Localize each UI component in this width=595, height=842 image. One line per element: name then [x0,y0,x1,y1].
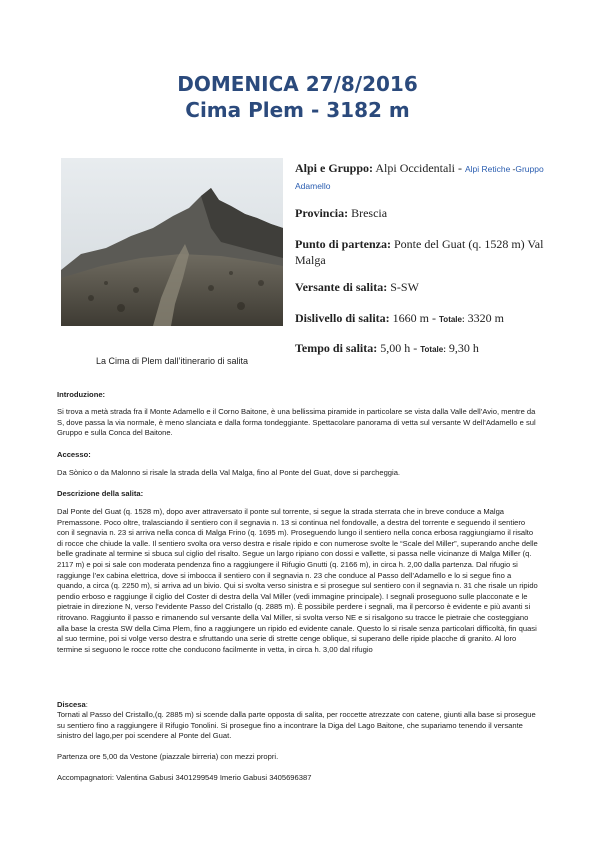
tempo-totale-value: 9,30 h [448,341,479,355]
dislivello-totale-label: Totale: [439,315,465,324]
partenza-text: Partenza ore 5,00 da Vestone (piazzale birreria) con mezzi propri. [57,752,279,761]
accompagnatori-text: Accompagnatori: Valentina Gabusi 3401299549 Imerio Gabusi 3405696387 [57,773,312,782]
info-versante [295,279,565,295]
alpi-sep: - [510,164,516,174]
tempo-totale-label: Totale: [420,345,446,354]
alpi-retiche-link[interactable]: Alpi Retiche [465,164,511,174]
partenza-value: Ponte del Guat (q. 1528 m) Val Malga [295,237,544,267]
tempo-label: Tempo di salita: [295,341,378,355]
provincia-value: Brescia [351,206,388,220]
tempo-value: 5,00 h - [380,341,418,355]
page-title: DOMENICA 27/8/2016 [177,72,418,96]
mountain-photo [61,158,283,326]
info-partenza [295,236,565,268]
versante-label: Versante di salita: [295,280,388,294]
partenza-label: Punto di partenza: [295,237,391,251]
dislivello-label: Dislivello di salita: [295,311,390,325]
gruppo-adamello-link[interactable]: Gruppo Adamello [295,164,544,191]
accesso-text: Da Sònico o da Malonno si risale la strada della Val Malga, fino al Ponte del Guat, dove si parcheggia. [57,468,401,477]
alpi-value: Alpi Occidentali - [375,161,462,175]
versante-value: S-SW [390,280,419,294]
discesa-text: Tornati al Passo del Cristallo,(q. 2885 m) si scende dalla parte opposta di salita, per roccette atrezzate con catene, giunti alla base si prosegue su sentiero fino a raggiungere il Rifugio Tonolini. Si prosegue fino a incontrare la Diga del Lago Baitone, che supariamo tenendo il versante sinistro del lago,per poi scendere al Ponte del Guat. [57,710,536,741]
dislivello-totale-value: 3320 m [467,311,504,325]
dislivello-value: 1660 m - [392,311,437,325]
introduzione-text: Si trova a metà strada fra il Monte Adamello e il Corno Baitone, è una bellissima piramide in particolare se vista dalla Valle dell’Avio, mentre da S, dove passa la via normale, è meno slanciata e dalla forma tondeggiante. Spettacolare panorama di vetta sul versante W dell’Adamello e sul Gruppo e sulla Conca del Baitone. [57,407,536,438]
descrizione-text: Dal Ponte del Guat (q. 1528 m), dopo aver attraversato il ponte sul torrente, si segue la strada sterrata che in breve conduce a Malga Premassone. Poco oltre, tralasciando il sentiero con il segnavia n. 13 si continua nel fondovalle, a destra del torrente e seguendo il sentiero con il segnavia n. 23 si arriva nella conca di Malga Frino (q. 1695 m). Proseguendo lungo il sentiero nella conca erbosa raggiungiamo il risalto di rocce che chiude la valle. Il sentiero svolta ora verso destra e risale ripido e con numerose svolte le “Scale del Miller”, superando anche delle belle gradinate al termine si sbuca sul ciglio del risalto. Segue un largo ripiano con dossi e vallette, si passa nelle vicinanze di Malga Miller (q. 2117 m) e poi si sale con moderata pendenza fino a raggiungere il Rifugio Gnutti (q. 2166 m), in circa h. 2,00 dalla partenza. Dal rifugio si raggiunge l’ex cabina elettrica, dove si imbocca il sentiero con il segnavia n. 23 che conduce al Passo dell’Adamello e lo si segue fino a quando, a circa (q. 2250 m), si arriva ad un bivio. Qui si svolta verso sinistra e si prosegue sul sentiero con il segnavia n. 31 che risale un ripido pendio erboso e raggiunge il ciglio del Coster di destra della Val Miller (vedi immagine principale). I segnali proseguono sulle placconate e le pietraie in direzione N, verso l’evidente Passo del Cristallo (q. 2885 m). È possibile perdere i segnali, ma il percorso è evidente e più avanti si ritrovano. Raggiunto il passo e rimanendo sul versante della Val Miller, si svolta verso NE e si risalgono su tracce le pietraie che costeggiano alla base la cresta SW della Cima Plem, fino a raggiungere un ripido ed evidente canale. Questo lo si risale senza particolari difficoltà, fin quasi al suo termine, poi si volge verso destra e sfruttando una serie di strette cenge oblique, si superano delle ripide placche di granito. Al loro termine si seguono le rocce rotte che conducono facilmente in vetta, in circa h. 3,00 dal rifugio [57,507,538,654]
info-tempo [295,340,565,358]
alpi-label: Alpi e Gruppo: [295,161,374,175]
provincia-label: Provincia: [295,206,349,220]
info-provincia [295,205,565,221]
info-alpi [295,160,565,194]
discesa-heading: Discesa: [57,700,88,709]
accesso-heading: Accesso: [57,450,91,459]
info-dislivello [295,310,565,328]
page-subtitle: Cima Plem - 3182 m [185,98,410,122]
descrizione-heading: Descrizione della salita: [57,489,144,498]
introduzione-heading: Introduzione: [57,390,106,399]
photo-caption: La Cima di Plem dall’itinerario di salita [95,356,249,366]
